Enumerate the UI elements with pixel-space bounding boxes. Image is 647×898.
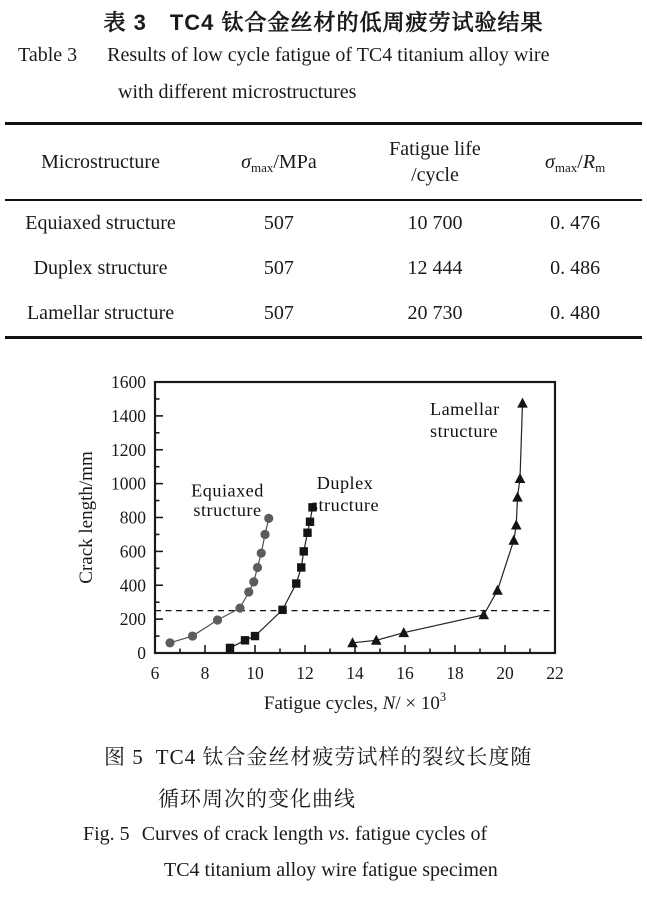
cell-fatigue-life: 12 444 bbox=[407, 257, 463, 279]
table-caption-label: Table 3 bbox=[18, 44, 78, 66]
cell-fatigue-life: 10 700 bbox=[407, 212, 463, 234]
svg-text:20: 20 bbox=[496, 663, 514, 683]
fatigue-chart bbox=[70, 366, 647, 716]
svg-text:6: 6 bbox=[150, 663, 160, 683]
figure-caption-cn-line1 bbox=[104, 741, 647, 771]
cell-sigma-max: 507 bbox=[263, 302, 294, 324]
fatigue-life-line2: /cycle bbox=[411, 164, 459, 186]
series-annotation: structure bbox=[193, 499, 262, 520]
rm-subscript: m bbox=[595, 159, 606, 175]
sigma-symbol: σ bbox=[241, 150, 251, 173]
col-header-fatigue-life bbox=[362, 124, 509, 201]
figure-caption-cn-line2: 循环周次的变化曲线 bbox=[158, 787, 356, 811]
cell-fatigue-life: 20 730 bbox=[407, 302, 463, 324]
svg-text:600: 600 bbox=[119, 541, 146, 562]
svg-text:22: 22 bbox=[546, 663, 564, 683]
svg-text:18: 18 bbox=[446, 663, 464, 683]
svg-text:8: 8 bbox=[200, 663, 210, 683]
sigma-subscript: max bbox=[250, 159, 274, 175]
col-header-sigma-max bbox=[196, 124, 362, 201]
table-caption-en bbox=[0, 43, 647, 104]
x-axis-title: Fatigue cycles, $N/ \times 10^3$ bbox=[263, 690, 447, 714]
figure-caption-en-line1 bbox=[83, 823, 647, 846]
figure-caption-en bbox=[0, 823, 647, 882]
svg-text:1400: 1400 bbox=[111, 405, 146, 426]
col-header-microstructure: Microstructure bbox=[5, 124, 196, 201]
cell-microstructure: Equiaxed structure bbox=[25, 212, 176, 234]
svg-text:400: 400 bbox=[119, 575, 146, 596]
crack-length-chart-figure bbox=[70, 366, 647, 716]
series-annotation: Lamellar bbox=[430, 399, 500, 420]
table-row-lamellar bbox=[5, 291, 642, 338]
cell-microstructure: Duplex structure bbox=[33, 257, 168, 279]
table-row-equiaxed bbox=[5, 200, 642, 246]
y-axis-title: Crack length/mm bbox=[76, 451, 97, 584]
svg-text:1000: 1000 bbox=[111, 473, 146, 494]
sigma-subscript: max bbox=[554, 159, 578, 175]
table-caption-text: Results of low cycle fatigue of TC4 titanium alloy wire bbox=[107, 44, 550, 66]
figure-caption-cn bbox=[0, 741, 647, 813]
cell-ratio: 0. 486 bbox=[550, 257, 601, 279]
rm-symbol: R bbox=[582, 150, 596, 173]
col-header-stress-ratio bbox=[508, 124, 642, 201]
results-table bbox=[5, 122, 642, 339]
svg-text:0: 0 bbox=[137, 643, 146, 663]
svg-text:1600: 1600 bbox=[111, 372, 146, 392]
figure-caption-cn-text: TC4 钛合金丝材疲劳试样的裂纹长度随 bbox=[155, 745, 533, 769]
svg-text:10: 10 bbox=[246, 663, 264, 683]
svg-text:16: 16 bbox=[396, 663, 414, 683]
cell-microstructure: Lamellar structure bbox=[26, 302, 175, 324]
svg-text:12: 12 bbox=[296, 663, 314, 683]
series-annotation: structure bbox=[310, 494, 380, 515]
series-annotation: Equiaxed bbox=[191, 480, 264, 501]
vs-italic: vs. bbox=[328, 823, 350, 845]
svg-text:200: 200 bbox=[119, 609, 146, 630]
table-row-duplex bbox=[5, 246, 642, 291]
cell-sigma-max: 507 bbox=[263, 212, 294, 234]
cell-ratio: 0. 476 bbox=[550, 212, 601, 234]
figure-caption-en-pre: Curves of crack length bbox=[141, 823, 329, 845]
series-equiaxed-structure bbox=[165, 480, 273, 647]
results-table-header bbox=[5, 124, 642, 201]
table-title-cn: 表 3 TC4 钛合金丝材的低周疲劳试验结果 bbox=[103, 10, 544, 35]
cell-ratio: 0. 480 bbox=[550, 302, 601, 324]
figure-label-en: Fig. 5 bbox=[83, 823, 130, 845]
table-caption-line2: with different microstructures bbox=[118, 81, 357, 103]
table-caption-line1 bbox=[18, 43, 647, 67]
series-lamellar-structure bbox=[347, 398, 528, 648]
figure-caption-en-line2: TC4 titanium alloy wire fatigue specimen bbox=[164, 859, 498, 881]
slash: / bbox=[577, 150, 583, 173]
series-annotation: structure bbox=[430, 421, 499, 442]
series-annotation: Duplex bbox=[316, 472, 374, 493]
svg-text:800: 800 bbox=[119, 507, 146, 528]
sigma-unit: /MPa bbox=[273, 150, 317, 173]
fatigue-life-line1: Fatigue life bbox=[389, 138, 481, 160]
figure-label-cn: 图 5 bbox=[104, 745, 144, 769]
sigma-symbol: σ bbox=[545, 150, 555, 173]
svg-text:14: 14 bbox=[346, 663, 364, 683]
figure-caption-en-post: fatigue cycles of bbox=[349, 823, 488, 845]
cell-sigma-max: 507 bbox=[263, 257, 294, 279]
svg-text:1200: 1200 bbox=[111, 439, 146, 460]
